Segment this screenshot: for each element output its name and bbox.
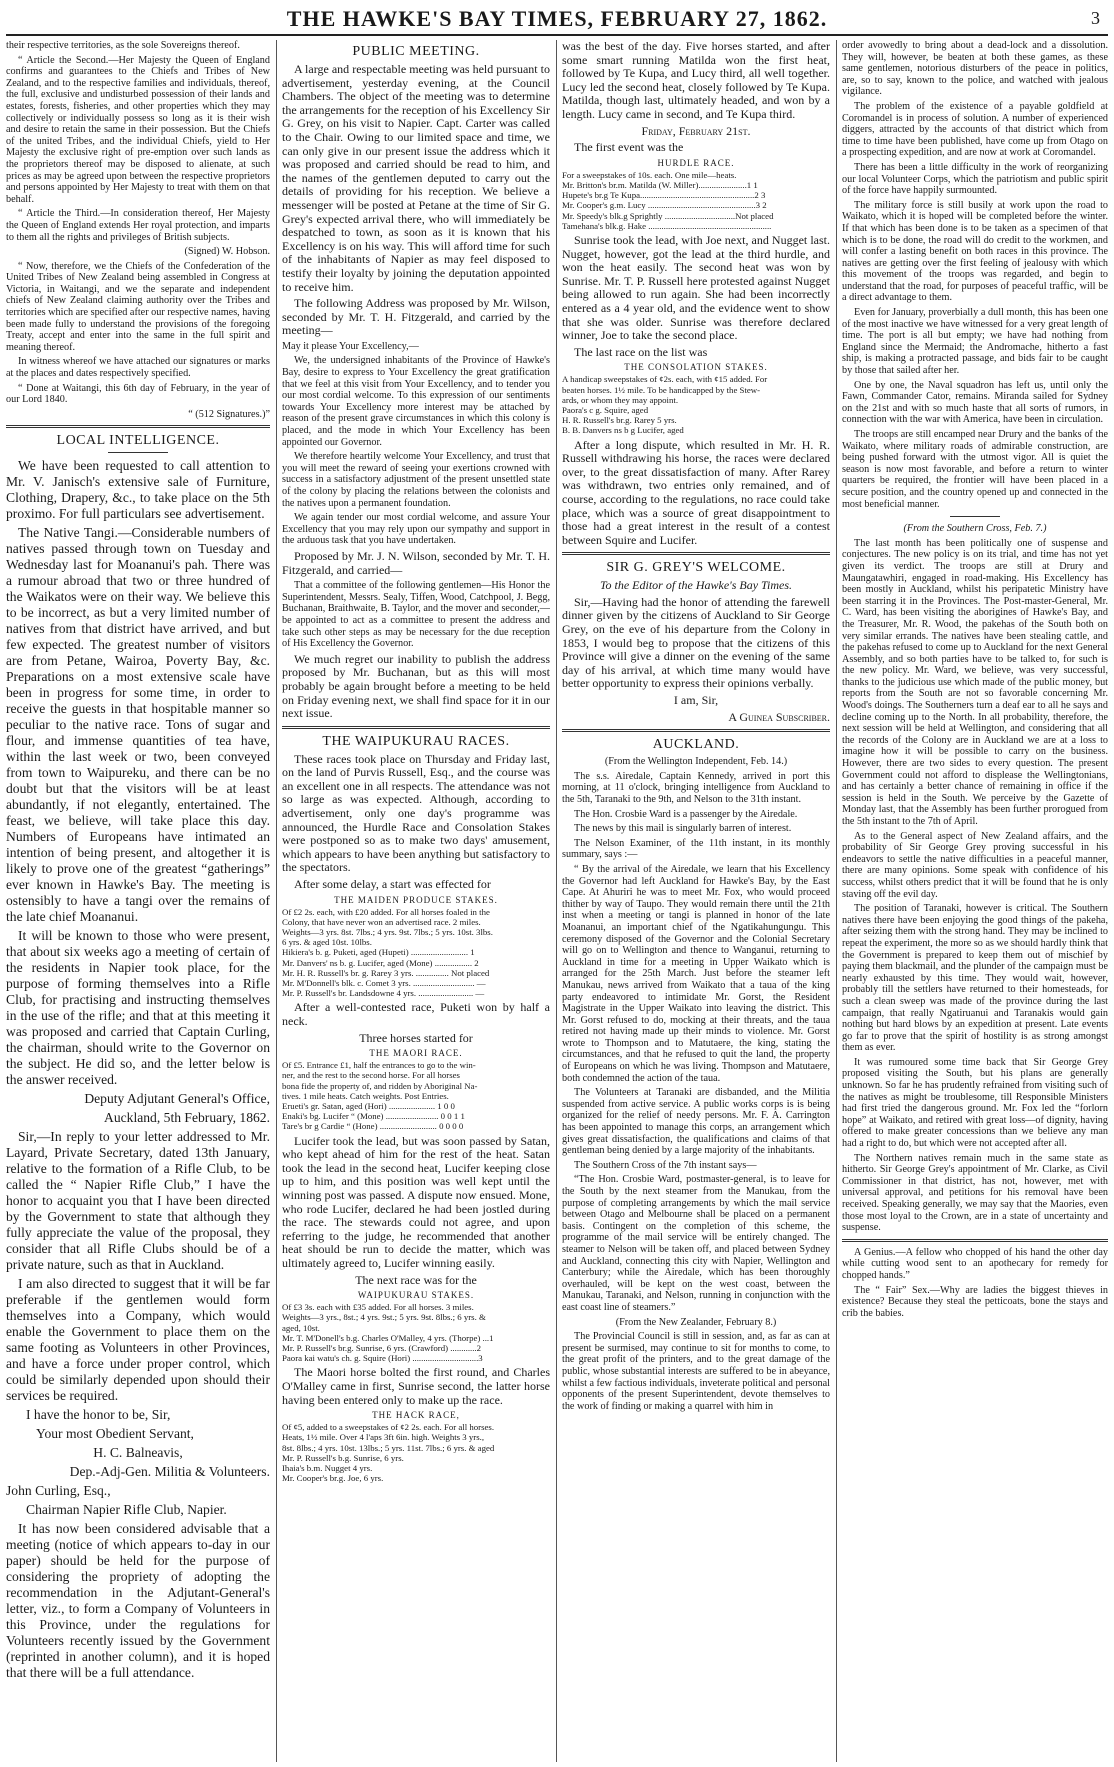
news-para: order avowedly to bring about a dead-lock and a dissolution. They will, however, be beaten at both these games, as these same gentlemen, notorious disturbers of the peace in politics, are, so to say, known to the police, and watched with jealous vigilance. (842, 40, 1108, 98)
column-divider (276, 40, 277, 1762)
entry-line: Paora's c g. Squire, aged (562, 404, 649, 415)
entry-line: A handicap sweepstakes of ¢2s. each, with ¢15 added. For (562, 374, 768, 385)
genius-para: A Genius.—A fellow who chopped of his hand the other day while cutting wood sent to an apothecary for remedy for chopped hands.” (842, 1246, 1108, 1281)
letter-recipient: John Curling, Esq., (6, 1483, 111, 1499)
races-para: The last race on the list was (574, 344, 708, 359)
column-3 (562, 40, 830, 1760)
auckland-para: The Provincial Council is still in session, and, as far as can at present be surmised, may continue to sit for months to come, to the great profit of the printers, and to the great damage of the public, whose substantial interests are suffered to be in abeyance, whilst a few factious individuals, inveterate political and personal opponents of the present Superintendent, devote themselves to the work of finding or making a quarrel with him in (562, 1331, 830, 1412)
welcome-signer: A Guinea Subscriber. (728, 709, 830, 724)
local-para: It will be known to those who were present, that about six weeks ago a meeting of certain of the residents in Napier took place, for the purpose of forming themselves into a Rifle Club, for practising and instructing themselves in the use of the rifle; and that at this meeting it was proposed and carried that Captain Curling, the chairman, should write to the Governor on the subject. He did so, and the letter below is the answer received. (6, 928, 270, 1088)
entry-line: Mr. P. Russell's br.g. Sunrise, 6 yrs. (Crawford) ............2 (282, 1343, 482, 1353)
entry-line: Colony, that have never won an advertised race. 2 miles. (282, 916, 481, 927)
entry-line: Weights—3 yrs. 8st. 7lbs.; 4 yrs. 9st. 7lbs.; 5 yrs. 10st. 3lbs. (282, 927, 493, 938)
auckland-para: The s.s. Airedale, Captain Kennedy, arrived in port this morning, at 11 o'clock, bringing intelligence from Auckland to the 5th, Taranaki to the 9th, and Nelson to the 31th instant. (562, 770, 830, 805)
welcome-to-editor: To the Editor of the Hawke's Bay Times. (599, 578, 793, 593)
entry-line: Mr. P. Russell's b.g. Sunrise, 6 yrs. (282, 1452, 404, 1463)
treaty-para: “ Done at Waitangi, this 6th day of February, in the year of our Lord 1840. (6, 382, 270, 406)
local-para: It has now been considered advisable that a meeting (notice of which appears to-day in our paper) should be held for the purpose of considering the propriety of adopting the recommendation in the Adjutant-General's letter, viz., to form a Company of Volunteers in this Province, under the regulations for Volunteers recently issued by the Government (reprinted in another column), and it is hoped that there will be a full attendance. (6, 1521, 270, 1681)
entry-line: Mr. Britton's br.m. Matilda (W. Miller)......................1 1 (562, 179, 758, 190)
letter-signer: H. C. Balneavis, (93, 1445, 183, 1461)
column-divider (556, 40, 557, 1762)
treaty-para: In witness whereof we have attached our signatures or marks at the places and dates respectively specified. (6, 356, 270, 380)
letter-para: I am also directed to suggest that it will be far preferable if the gentlemen would form themselves into a Company, which would enable the Government to place them on the same footing as Volunteers in other Provinces, and have a force under proper control, which could be similarly depended upon should their services be required. (6, 1276, 270, 1404)
races-para: After a well-contested race, Puketi won by half a neck. (282, 1000, 550, 1029)
races-para: Lucifer took the lead, but was soon passed by Satan, who kept ahead of him for the rest of the heat. Satan took the lead in the second heat, Lucifer keeping close up to him, and this position was well kept until the winning post was passed. A dispute now ensued. Mone, who rode Lucifer, declared he had been jostled during the race. The stewards could not agree, and upon referring to the judge, he recommended that another heat should be run to decide the matter, which was ultimately agreed to, Lucifer winning easily. (282, 1133, 550, 1270)
races-para: The next race was for the (355, 1272, 477, 1287)
page-number: 3 (1091, 8, 1100, 28)
friday-heading: Friday, February 21st. (641, 123, 751, 138)
treaty-signatures: “ (512 Signatures.)” (188, 408, 270, 420)
maori-entries (282, 1060, 550, 1131)
news-para: The problem of the existence of a payable goldfield at Coromandel is in process of solution. A number of experienced diggers, attracted by the accounts of that district which from time to time have been published, have come up from Otago on a prospecting expedition, and are now at work at Coromandel. (842, 100, 1108, 159)
entry-line: Mr. M'Donnell's blk. c. Comet 3 yrs. ............................ — (282, 978, 486, 989)
local-para: We have been requested to call attention to Mr. V. Janisch's extensive sale of Furniture, Clothing, Drapery, &c., to take place on the 5th proximo. For full particulars see advertisement. (6, 458, 270, 522)
entry-line: Of £5. Entrance £1, half the entrances to go to the win- (282, 1060, 476, 1071)
entry-line: Hupete's br.g Te Kupa....................................................2 3 (562, 190, 766, 201)
auckland-para: The Hon. Crosbie Ward is a passenger by the Airedale. (574, 808, 798, 820)
races-para: These races took place on Thursday and Friday last, on the land of Purvis Russell, Esq., and the course was an excellent one in all respects. The attendance was not so large as was expected. Although, according to advertisement, only one day's programme was announced, the Hurdle Race and Consolation Stakes were postponed so as to make two days' amusement, which appears to have been anything but satisfactory to the spectators. (282, 751, 550, 875)
news-para: The troops are still encamped near Drury and the banks of the Waikato, where military roads of admirable construction, are being pushed forward with the utmost vigor. All is quiet the season is now most favorable, and before a return to winter quarters be required, the frontier will have been placed in a secure position, and the country opened up and connected in the most beneficial manner. (842, 429, 1108, 510)
meeting-para: A large and respectable meeting was held pursuant to advertisement, yesterday evening, at the Council Chambers. The object of the meeting was to determine the arrangements for the reception of his Excellency Sir G. Grey, on his visit to Napier. Capt. Carter was called to the Chair. Owing to our limited space and time, we can only give in our present issue the address which it was proposed and carried should be read to him, and the names of the gentlemen deputed to carry out the details of providing for his reception. We believe a messenger will be posted at Petane at the time of Sir G. Grey's expected arrival there, who will immediately be despatched to town, as soon as it is known that his Excellency is on his way. This will afford time for such of the inhabitants of Napier as may feel disposed to testify their loyalty by joining the deputation appointed to receive him. (282, 62, 550, 294)
entry-line: H. R. Russell's br.g. Rarey 5 yrs. (562, 415, 677, 426)
entry-line: For a sweepstakes of 10s. each. One mile—heats. (562, 169, 737, 180)
section-rule (842, 1239, 1108, 1242)
entry-line: beaten horses. 1½ mile. To be handicapped by the Stew- (562, 384, 761, 395)
entry-line: Mr. P. Russell's br. Landsdowne 4 yrs. ......................... — (282, 988, 485, 999)
races-heading: THE WAIPUKURAU RACES. (322, 733, 510, 749)
waipukurau-entries (282, 1302, 550, 1363)
treaty-para: “ Article the Third.—In consideration thereof, Her Majesty the Queen of England extends Her royal protection, and imparts to them all the rights and privileges of British subjects. (6, 208, 270, 243)
entry-line: tives. 1 mile heats. Catch weights. Post Entries. (282, 1090, 449, 1101)
entry-line: Mr. Cooper's g.m. Lucy .................................................3 2 (562, 200, 767, 211)
welcome-close: I am, Sir, (673, 693, 719, 708)
news-para: One by one, the Naval squadron has left us, until only the Fawn, Commander Cator, remains. Miranda sailed for Sydney on the 21st and with so much haste that all sorts of rumors, in connection with the war with America, have been in circulation. (842, 379, 1108, 426)
entry-line: Ihaia's b.m. Nugget 4 yrs. (282, 1463, 373, 1473)
entry-line: Paora kai watu's ch. g. Squire (Hori) ..............................3 (282, 1353, 483, 1364)
column-divider (836, 40, 837, 1762)
races-para: The first event was the (574, 140, 684, 155)
entry-line: Of £3 3s. each with £35 added. For all horses. 3 miles. (282, 1302, 474, 1313)
entry-line: Heats, 1½ mile. Over 4 l'aps 3ft 6in. high. Weights 3 yrs., (282, 1432, 485, 1443)
hurdle-entries (562, 170, 830, 231)
local-para: The Native Tangi.—Considerable numbers of natives passed through town on Tuesday and Wednesday last for Moananui's pah. There was a rumour abroad that two or three hundred of the Waikatos were on their way. We believe this to be incorrect, as but a very limited number of natives from that district have arrived, and but few expected. The greatest number of visitors are from Petane, Wairoa, Poverty Bay, &c. Preparations on a most extensive scale have been in progress for some time, in order to receive the guests in that hospitable manner so peculiar to the native race. Tons of sugar and flour, and immense quantities of tea have, within the last week or two, been conveyed from town to Waipureku, and there can be no doubt but that the visitors will be at least abundantly, if not elegantly, entertained. The feast, we believe, will take place this day. Numbers of Europeans have intimated an intention of being present, and altogether it is likely to prove one of the greatest “gatherings” ever known in Hawke's Bay. The meeting is ostensibly to have a tangi over the remains of the late chief Moananui. (6, 525, 270, 925)
letter-para: Sir,—In reply to your letter addressed to Mr. Layard, Private Secretary, dated 13th January, relative to the formation of a Rifle Club, to be called the “ Napier Rifle Club,” I have the honor to acquaint you that I have been directed by the Government to state that although they fully appreciate the value of the proposal, they consider that all Rifle Clubs should be of a private nature, such as that in Auckland. (6, 1129, 270, 1273)
consolation-entries (562, 374, 830, 435)
entry-line: 8st. 8lbs.; 4 yrs. 10st. 13lbs.; 5 yrs. 11st. 7lbs.; 6 yrs. & aged (282, 1442, 495, 1453)
races-para: After some delay, a start was effected for (294, 877, 491, 892)
masthead (0, 0, 1114, 36)
news-para: It was rumoured some time back that Sir George Grey proposed visiting the South, but his plans are generally unknown. So far he has prudently refrained from visiting such of the natives as might be troublesome, till Responsible Ministers had first tried the dangerous ground. Mr. Fox led the “forlorn hope” at Waikato, and retired with great loss—of dignity, having offered to make greater concessions than we believe any man had a right to do, but which were not accepted after all. (842, 1056, 1108, 1150)
auckland-para: “The Hon. Crosbie Ward, postmaster-general, is to leave for the South by the next steamer from the Manukau, from the purpose of completing arrangements by which the mail service between Otago and Melbourne shall be placed on a permanent basis. Contingent on the completion of this scheme, the programme of the mail service will be entirely changed. The steamer to Nelson will be taken off, and placed between Sydney and Auckland, connecting this city with Napier, Wellington and Canterbury; while the Airedale, which has been thoroughly overhauled, will be kept on the west coast, between the Manukau, Taranaki, and Nelson, running in conjunction with the east coast line of steamers.” (562, 1174, 830, 1313)
fair-sex-para: The “ Fair” Sex.—Why are ladies the biggest thieves in existence? Because they steal the petticoats, bone the stays and crib the babies. (842, 1284, 1108, 1319)
maori-race-heading: THE MAORI RACE. (369, 1048, 463, 1059)
section-rule (6, 425, 270, 428)
letter-close: Your most Obedient Servant, (36, 1426, 194, 1442)
entry-line: Mr. T. M'Donell's b.g. Charles O'Malley, 4 yrs. (Thorpe) ...1 (282, 1332, 494, 1343)
address-para: We again tender our most cordial welcome, and assure Your Excellency that you may rely upon our sympathy and support in the arduous task that you have undertaken. (282, 512, 550, 547)
address-para: We therefore heartily welcome Your Excellency, and trust that you will meet the reward of seeing your exertions crowned with success in a satisfactory adjustment of the present unsettled state of the colony by placing the relations between the colonists and the natives upon a permanent foundation. (282, 451, 550, 509)
meeting-para: We much regret our inability to publish the address proposed by Mr. Buchanan, but as this will most probably be again brought before a meeting to be held on Friday evening next, we shall find space for it in our next issue. (282, 651, 550, 721)
address-para: We, the undersigned inhabitants of the Province of Hawke's Bay, desire to express to Your Excellency the great gratification that we feel at this visit from Your Excellency, and to tender you our most cordial welcome. To this expression of our sentiments towards Your Excellency more interest may be attached by reason of the present grave circumstances in which this colony is placed, and the mode in which Your Excellency has been appointed our Governor. (282, 355, 550, 448)
letter-recipient: Chairman Napier Rifle Club, Napier. (26, 1502, 227, 1518)
news-para: The position of Taranaki, however is critical. The Southern natives there have been enjoying the good things of the pakeha, after seizing them with the strong hand. They may be inclined to repeat the experiment, the more so as we should hardly think that the Government is prepared to keep them out of mischief by paying them blackmail, and the plunder of the campaign must be nearly exhausted by this time. They would wait, however, probably till the settlers have returned to their homesteads, for such a clean sweep was made of the province during the last campaign, that really Ngatiruanui and Taranakis would gain nothing but hard blows by an expedition at present. Late events go far to prove that the spirit of hostility is as strong amongst them as ever. (842, 903, 1108, 1054)
entry-line: Mr. Danvers' ns b. g. Lucifer, aged (Mone) ................. 2 (282, 957, 479, 968)
consolation-stakes-heading: THE CONSOLATION STAKES. (624, 362, 768, 373)
treaty-signed: (Signed) W. Hobson. (184, 246, 270, 258)
letter-close: I have the honor to be, Sir, (26, 1407, 171, 1423)
auckland-heading: AUCKLAND. (652, 737, 740, 753)
section-rule (950, 516, 1000, 517)
maiden-stakes-heading: THE MAIDEN PRODUCE STAKES. (334, 894, 498, 905)
treaty-para: “ Article the Second.—Her Majesty the Queen of England confirms and guarantees to the Chiefs and Tribes of New Zealand, and to the respective families and individuals, thereof, the full, exclusive and undisturbed possession of their lands and estates, forests, fisheries, and other properties which they may collectively or individually possess so long as it is their wish and desire to retain the same in their possession. But the Chiefs of the united Tribes, and the individual Chiefs, yield to Her Majesty the exclusive right of pre-emption over such lands as the proprietors thereof may be disposed to alienate, at such prices as may be agreed upon between the respective proprietors and persons appointed by Her Majesty to treat with them on that behalf. (6, 54, 270, 205)
column-1 (6, 40, 270, 1760)
waipukurau-stakes-heading: WAIPUKURAU STAKES. (357, 1290, 475, 1301)
section-rule (562, 729, 830, 732)
races-para: was the best of the day. Five horses started, and after some smart running Matilda won the first heat, followed by Te Kupa, and Lucy third, all well together. Lucy led the second heat, closely followed by Te Kupa. Matilda, though last, ultimately headed, and won by a length. Lucy came in second, and Te Kupa third. (562, 40, 830, 121)
entry-line: Hikiera's b. g. Puketi, aged (Hupeti) .......................... 1 (282, 947, 475, 958)
news-para: The Northern natives remain much in the same state as hitherto. Sir George Grey's appointment of Mr. Clarke, as Civil Commissioner in that district, has not, however, met with universal approval, and petitions for his removal have been received. Speaking generally, we may say that the Maories, even those most loyal to the Crown, are in a state of uncertainty and suspense. (842, 1152, 1108, 1234)
local-intelligence-heading: LOCAL INTELLIGENCE. (56, 433, 220, 449)
entry-line: Mr. Speedy's blk.g Sprightly ................................Not placed (562, 210, 774, 221)
treaty-para: “ Now, therefore, we the Chiefs of the Confederation of the United Tribes of New Zealand being assembled in Congress at Victoria, in Waitangi, and we the separate and independent chiefs of New Zealand claiming authority over the Tribes and territories which are specified after our respective names, having been made fully to understand the provisions of the foregoing Treaty, accept and enter into the same in the full spirit and meaning thereof. (6, 260, 270, 353)
auckland-para: The Volunteers at Taranaki are disbanded, and the Militia suspended from active service. A public works corps is is being organized for the relief of needy persons. Mr. F. A. Carrington has been appointed to manage this corps, an arrangement which gives great dissatisfaction, the qualifications and claims of that gentleman being denied by a large majority of the inhabitants. (562, 1087, 830, 1157)
auckland-para: “ By the arrival of the Airedale, we learn that his Excellency the Governor had left Auckland for Hawke's Bay, by the East Cape. At Ahuriri he was to meet Mr. Fox, who would proceed thither by way of Taupo. They would remain there until the 21th inst when a meeting or tangi is planned in honor of the late Moananui, an important chief of the Ngatikahungungu. This ceremony disposed of the Governor and the Colonial Secretary will go on to Wellington and thence to Wanganui, returning to Auckland in time for a meeting in Upper Waikato which is arranged for the 25th March. Just before the steamer left Manukau, news arrived from Waikato that a taua of the king party endeavored to intimidate Mr. Gorst, the Resident Magistrate in the Upper Waikato into leaving the district. This Mr. Gorst refused to do, mocking at their threats, and the taua retired not having made up their minds to violence. Mr. Gorst wrote to Thompson and to Matutaere, the king, stating the circumstances, and that he refused to quit the land, the property of Europeans on which he was living. Thompson and Matutaere, both condemned the action of the taua. (562, 863, 830, 1084)
hurdle-race-heading: HURDLE RACE. (657, 157, 735, 168)
letter-office: Deputy Adjutant General's Office, (84, 1091, 270, 1107)
entry-line: Tamehana's blk.g. Hake ........................................................ (562, 220, 772, 231)
news-para: Even for January, proverbially a dull month, this has been one of the most inactive we have witnessed for a very great length of time. The port is all but empty; we have had nothing from England since the Mermaid; the Andromache, hitherto a fast ship, is making a protracted passage, and bids fair to be caught by those that sailed after her. (842, 307, 1108, 377)
masthead-rule (6, 34, 1108, 36)
news-para: The military force is still busily at work upon the road to Waikato, which it is hoped will be completed before the winter. If that which has been done is to be taken as a specimen of that which is to be done, the road will do credit to the workmen, and will confer a lasting benefit on both races in this province. The natives are getting over the first feeling of jealousy with which this movement of the troops was regarded, and begin to understand that the road, for purposes of peaceful traffic, will be a direct advantage to them. (842, 199, 1108, 304)
entry-line: Mr. Cooper's br.g. Joe, 6 yrs. (282, 1473, 384, 1484)
zealander-source: (From the New Zealander, February 8.) (615, 1316, 777, 1328)
races-para: Three horses started for (359, 1030, 473, 1045)
entry-line: Weights—3 yrs., 8st.; 4 yrs. 9st.; 5 yrs. 9st. 8lbs.; 6 yrs. & (282, 1312, 486, 1323)
welcome-para: Sir,—Having had the honor of attending the farewell dinner given by the citizens of Auckland to Sir George Grey, on the eve of his departure from the Colony in 1853, I would beg to propose that the citizens of this Province will give a dinner on the evening of the same day of his arrival, at which time many would have better opportunity to express their opinions verbally. (562, 594, 830, 691)
public-meeting-heading: PUBLIC MEETING. (352, 44, 480, 59)
races-para: Sunrise took the lead, with Joe next, and Nugget last. Nugget, however, got the lead at the third hurdle, and won the heat easily. The second heat was won by Sunrise. Mr. T. P. Russell here protested against Nugget being allowed to run again. She had been incorrectly entered as a 4 year old, and the evidence went to show that she was older. Sunrise was therefore declared winner, Joe to take the second place. (562, 232, 830, 343)
entry-line: Tare's br g Cardie “ (Hone) .......................... 0 0 0 0 (282, 1121, 464, 1132)
entry-line: ards, or whom they may appoint. (562, 394, 679, 405)
news-para: The last month has been politically one of suspense and conjectures. The new policy is on its trial, and time has not yet given its verdict. The troops are still at Drury and Maungatawhiri, engaged in road-making. His Excellency has been mostly in Auckland, whilst his peripatetic Ministry have been starring it in the Provinces. The Post-master-General, Mr. C. Ward, has been visiting the aborigines of Hawke's Bay, and the Treasurer, Mr. R. Wood, the pakehas of the South both on very similar errands. The natives have been stealing cattle, and the pakehas refused to come up to Auckland for the next General Assembly, and so both parties have to be talked to, for such is the new policy. Mr. Ward, we believe, was very successful, thanks to the judicious use which made of the public money, but reports from the South are not so favorable concerning Mr. Wood's doings. The Southerners turn a deaf ear to all he says and decline coming up to the North. In all probability, therefore, the next session will be held at Wellington, and considering that all the records of the Colony are in Auckland we are at a loss to imagine how it will be possible to carry on the business. However, there are two sides to every question. The present Government could not afford to displease the Wellingtonians, and has certainly a better chance of remaining in office if the session is held in the South. We perceive by the Gazette of Monday last, that the Assembly has been further prorogued from the 5th instant to the 7th of April. (842, 537, 1108, 827)
address-intro: May it please Your Excellency,— (282, 340, 419, 352)
section-rule (562, 552, 830, 555)
news-para: There has been a little difficulty in the work of reorganizing our local Volunteer Corps, which the patriotism and public spirit of the force have happily surmounted. (842, 161, 1108, 197)
entry-line: aged, 10st. (282, 1322, 320, 1333)
treaty-para: their respective territories, as the sole Sovereigns thereof. (6, 40, 240, 51)
entry-line: 6 yrs. & aged 10st. 10lbs. (282, 937, 372, 948)
letter-signer-title: Dep.-Adj-Gen. Militia & Volunteers. (69, 1464, 270, 1480)
section-rule (282, 726, 550, 729)
maiden-entries (282, 907, 550, 999)
meeting-para: The following Address was proposed by Mr. Wilson, seconded by Mr. T. H. Fitzgerald, and carried by the meeting— (282, 296, 550, 338)
auckland-para: The news by this mail is singularly barren of interest. (574, 823, 792, 835)
auckland-para: The Nelson Examiner, of the 11th instant, in its monthly summary, says :— (562, 837, 830, 861)
southern-cross-source: (From the Southern Cross, Feb. 7.) (903, 523, 1047, 535)
entry-line: Of ¢5, added to a sweepstakes of ¢2 2s. each. For all horses. (282, 1422, 495, 1433)
entry-line: ner, and the rest to the second horse. For all horses (282, 1070, 460, 1081)
column-4 (842, 40, 1108, 1760)
auckland-para: The Southern Cross of the 7th instant says— (574, 1159, 757, 1171)
entry-line: Of £2 2s. each, with £20 added. For all horses foaled in the (282, 906, 490, 917)
letter-date: Auckland, 5th February, 1862. (104, 1110, 270, 1126)
entry-line: B. B. Danvers ns b g Lucifer, aged (562, 425, 684, 436)
races-para: The Maori horse bolted the first round, and Charles O'Malley came in first, Sunrise second, the latter horse having been entered only to make up the race. (282, 1365, 550, 1407)
column-2 (282, 40, 550, 1760)
hack-entries (282, 1422, 550, 1483)
entry-line: bona fide the property of, and ridden by Aboriginal Na- (282, 1080, 478, 1091)
entry-line: Mr. H. R. Russell's br. g. Rarey 3 yrs. ............... Not placed (282, 967, 490, 978)
entry-line: Erueti's gr. Satan, aged (Hori) ..................... 1 0 0 (282, 1101, 455, 1112)
entry-line: Enaki's bg. Lucifer “ (Mone) ........................ 0 0 1 1 (282, 1111, 465, 1122)
auckland-source: (From the Wellington Independent, Feb. 14.) (604, 756, 788, 768)
hack-race-heading: THE HACK RACE, (372, 1410, 460, 1421)
committee-para: That a committee of the following gentlemen—His Honor the Superintendent, Messrs. Sealy, Tiffen, Wood, Catchpool, J. Begg, Buchanan, Braithwaite, B. Taylor, and the mover and seconder,—be appointed to act as a committee to present the address and take such other steps as may be necessary for the due reception of His Excellency the Governor. (282, 580, 550, 650)
meeting-para: Proposed by Mr. J. N. Wilson, seconded by Mr. T. H. Fitzgerald, and carried— (282, 548, 550, 577)
newspaper-title: THE HAWKE'S BAY TIMES, FEBRUARY 27, 1862. (286, 6, 828, 31)
races-para: After a long dispute, which resulted in Mr. H. R. Russell withdrawing his horse, the races were declared over, to the great dissatisfaction of many. After Rarey was withdrawn, two entries only remained, and of course, according to the regulations, no race could take place, which was a source of great disappointment to those had a great interest in the result of a contest between Squire and Lucifer. (562, 437, 830, 547)
welcome-heading: SIR G. GREY'S WELCOME. (606, 560, 786, 576)
heading-rule (108, 452, 168, 453)
news-para: As to the General aspect of New Zealand affairs, and the probability of Sir George Grey proving successful in his endeavors to settle the native difficulties in a peaceful manner, there are many opinions. Some speak with confidence of his success, whilst others predict that it will be found that he is only staving off the evil day. (842, 830, 1108, 900)
